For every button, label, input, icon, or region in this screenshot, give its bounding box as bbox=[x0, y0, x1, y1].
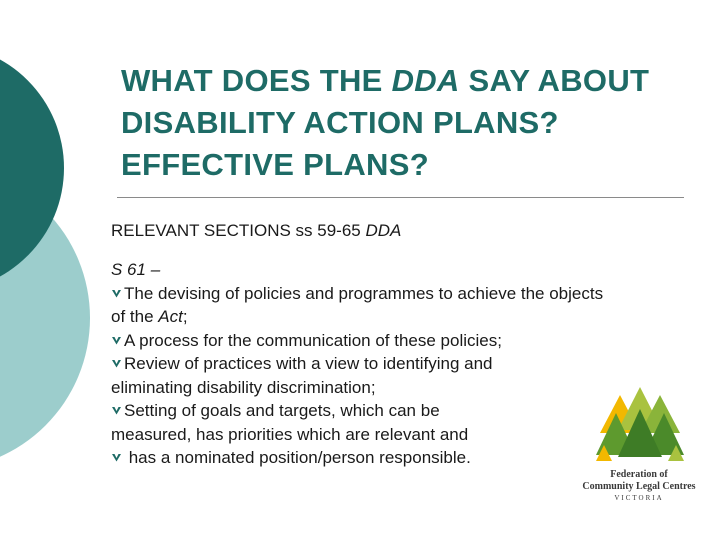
title-part2: SAY ABOUT DISABILITY ACTION PLANS? EFFECTIVE PLANS? bbox=[121, 63, 650, 182]
list-item bbox=[111, 352, 701, 376]
diamond-bullet-icon bbox=[111, 288, 122, 299]
bullet-text: A process for the communication of these policies; bbox=[124, 330, 502, 350]
list-item bbox=[111, 282, 701, 306]
diamond-bullet-icon bbox=[111, 335, 122, 346]
act-emphasis: Act bbox=[158, 307, 183, 326]
sections-emphasis: DDA bbox=[365, 221, 402, 240]
logo-line-federation: Federation of bbox=[610, 469, 668, 480]
decorative-circles bbox=[0, 0, 120, 540]
bullet-continuation bbox=[111, 305, 701, 329]
title-part1: WHAT DOES THE bbox=[121, 63, 392, 98]
s61-label: S 61 – bbox=[111, 260, 161, 279]
continuation-text: of the bbox=[111, 307, 159, 326]
diamond-bullet-icon bbox=[111, 452, 122, 463]
diamond-bullet-icon bbox=[111, 358, 122, 369]
diamond-bullet-icon bbox=[111, 405, 122, 416]
logo-wordmark bbox=[578, 469, 700, 503]
slide-title bbox=[121, 60, 701, 186]
bullet-text: The devising of policies and programmes to achieve the objects bbox=[124, 283, 604, 303]
bullet-text: has a nominated position/person responsible. bbox=[124, 448, 471, 467]
sections-label: RELEVANT SECTIONS ss 59-65 bbox=[111, 221, 366, 240]
bullet-continuation: eliminating disability discrimination; bbox=[111, 377, 376, 397]
relevant-sections-line bbox=[111, 219, 701, 243]
continuation-punct: ; bbox=[182, 307, 188, 326]
title-emphasis: DDA bbox=[391, 63, 460, 98]
logo-line-victoria: VICTORIA bbox=[614, 494, 664, 502]
bullet-continuation: measured, has priorities which are relevant and bbox=[111, 424, 469, 444]
bullet-text: Review of practices with a view to identifying and bbox=[124, 354, 493, 373]
list-item bbox=[111, 329, 701, 353]
title-divider bbox=[117, 197, 684, 198]
bullet-text: Setting of goals and targets, which can be bbox=[124, 401, 440, 420]
fclc-logo bbox=[578, 385, 700, 525]
logo-line-community: Community Legal Centres bbox=[582, 481, 696, 492]
